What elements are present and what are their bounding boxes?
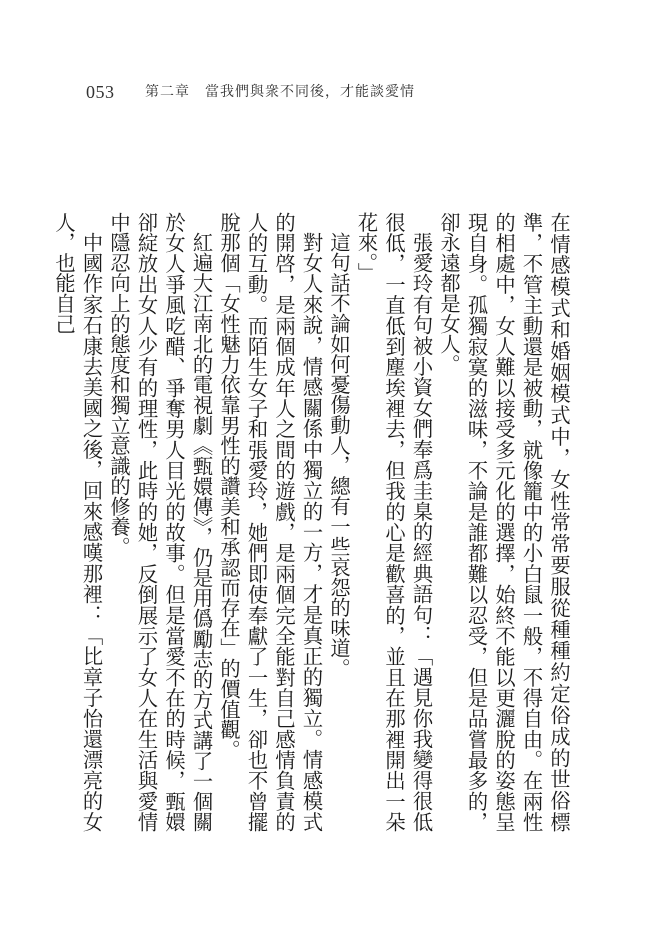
paragraph-1: 在情感模式和婚姻模式中，女性常常要服從種種約定俗成的世俗標準，不管主動還是被動，就像籠中的小白鼠一般，不得自由。在兩性的相處中，女人難以接受多元化的選擇，始終不能以更灑脫的姿態呈現自身。孤獨寂寞的滋味，不論是誰都難以忍受，但是品嘗最多的，卻永遠都是女人。 [437, 212, 571, 832]
paragraph-5: 紅遍大江南北的電視劇《甄嬛傳》，仍是用僞勵志的方式講了一個關於女人爭風吃醋、爭奪男人目光的故事。但是當愛不在的時候，甄嬛卻綻放出女人少有的理性，此時的她，反倒展示了女人在生活與愛情中隱忍向上的態度和獨立意識的修養。 [107, 212, 214, 832]
paragraph-3: 這句話不論如何憂傷動人，總有一些哀怨的味道。 [327, 232, 351, 679]
body-text-vertical [50, 212, 572, 832]
page-number: 053 [86, 82, 115, 102]
paragraph-6: 中國作家石康去美國之後，回來感嘆那裡：「比章子怡還漂亮的女人，也能自己 [52, 212, 104, 832]
page-header [86, 82, 577, 106]
paragraph-2: 張愛玲有句被小資女們奉爲圭臬的經典語句：「遇見你我變得很低很低，一直低到塵埃裡去，但我的心是歡喜的，並且在那裡開出一朵花來。」 [354, 212, 434, 832]
paragraph-4: 對女人來說，情感關係中獨立的一方，才是真正的獨立。情感模式的開啓，是兩個成年人之間的遊戲，是兩個完全能對自己感情負責的人的互動。而陌生女子和張愛玲，她們即使奉獻了一生，卻也不曾擺脫那個「女性魅力依靠男性的讚美和承認而存在」的價值觀。 [217, 212, 324, 832]
running-title: 第二章 當我們與衆不同後，才能談愛情 [145, 84, 415, 100]
